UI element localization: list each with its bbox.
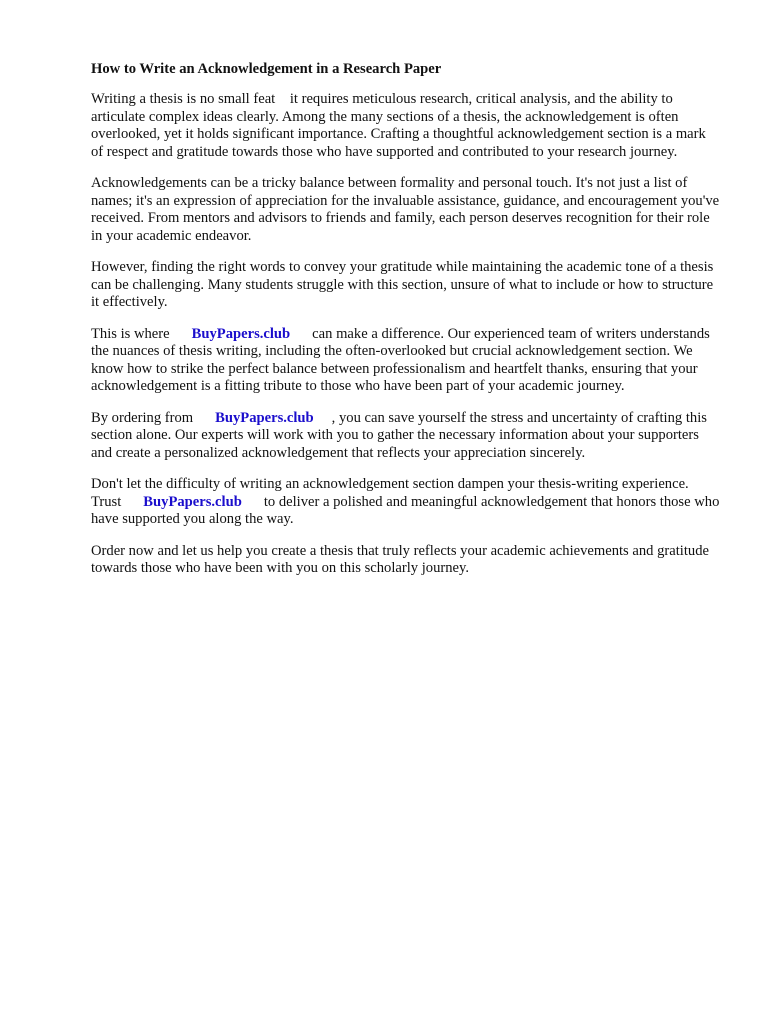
paragraph-buypapers-intro — [91, 326, 721, 396]
buypapers-link[interactable]: BuyPapers.club — [215, 409, 314, 426]
paragraph-intro: Writing a thesis is no small feat it requires meticulous research, critical analysis, and the ability to articulate complex ideas clearly. Among the many sections of a thesis, the acknowledgement is often overlooked, yet it holds significant importance. Crafting a thoughtful acknowledgement section is a mark of respect and gratitude towards those who have supported and contributed to your research journey. — [91, 91, 710, 160]
buypapers-link[interactable]: BuyPapers.club — [191, 325, 291, 342]
document-page — [91, 60, 721, 592]
paragraph-trust — [91, 476, 721, 529]
paragraph-text: to deliver a polished and meaningful acknowledgement that honors those who have supported you along the way. — [91, 493, 720, 527]
paragraph-text: Don't let the difficulty of writing an acknowledgement section dampen your thesis-writing experience. Trust — [91, 476, 689, 510]
paragraph-balance: Acknowledgements can be a tricky balance between formality and personal touch. It's not just a list of names; it's an expression of appreciation for the invaluable assistance, guidance, and encouragement you've received. From mentors and advisors to friends and family, each person deserves recognition for their role in your academic endeavor. — [91, 175, 720, 244]
document-title: How to Write an Acknowledgement in a Research Paper — [91, 61, 442, 77]
paragraph-text: can make a difference. Our experienced team of writers understands the nuances of thesis writing, including the often-overlooked but crucial acknowledgement section. We know how to strike the perfect balance between professionalism and heartfelt thanks, ensuring that your acknowledgement is a fitting tribute to those who have been part of your academic journey. — [91, 325, 710, 394]
paragraph-text: , you can save yourself the stress and uncertainty of crafting this section alone. Our experts will work with you to gather the necessary information about your supporters and create a personalized acknowledgement that reflects your appreciation sincerely. — [91, 409, 707, 461]
paragraph-order-now: Order now and let us help you create a thesis that truly reflects your academic achievements and gratitude towards those who have been with you on this scholarly journey. — [91, 542, 709, 576]
buypapers-link[interactable]: BuyPapers.club — [143, 493, 242, 510]
paragraph-text: By ordering from — [91, 409, 194, 426]
paragraph-text: This is where — [91, 325, 170, 342]
paragraph-ordering — [91, 410, 721, 463]
paragraph-challenge: However, finding the right words to convey your gratitude while maintaining the academic tone of a thesis can be challenging. Many students struggle with this section, unsure of what to include or how to structure it effectively. — [91, 259, 714, 310]
